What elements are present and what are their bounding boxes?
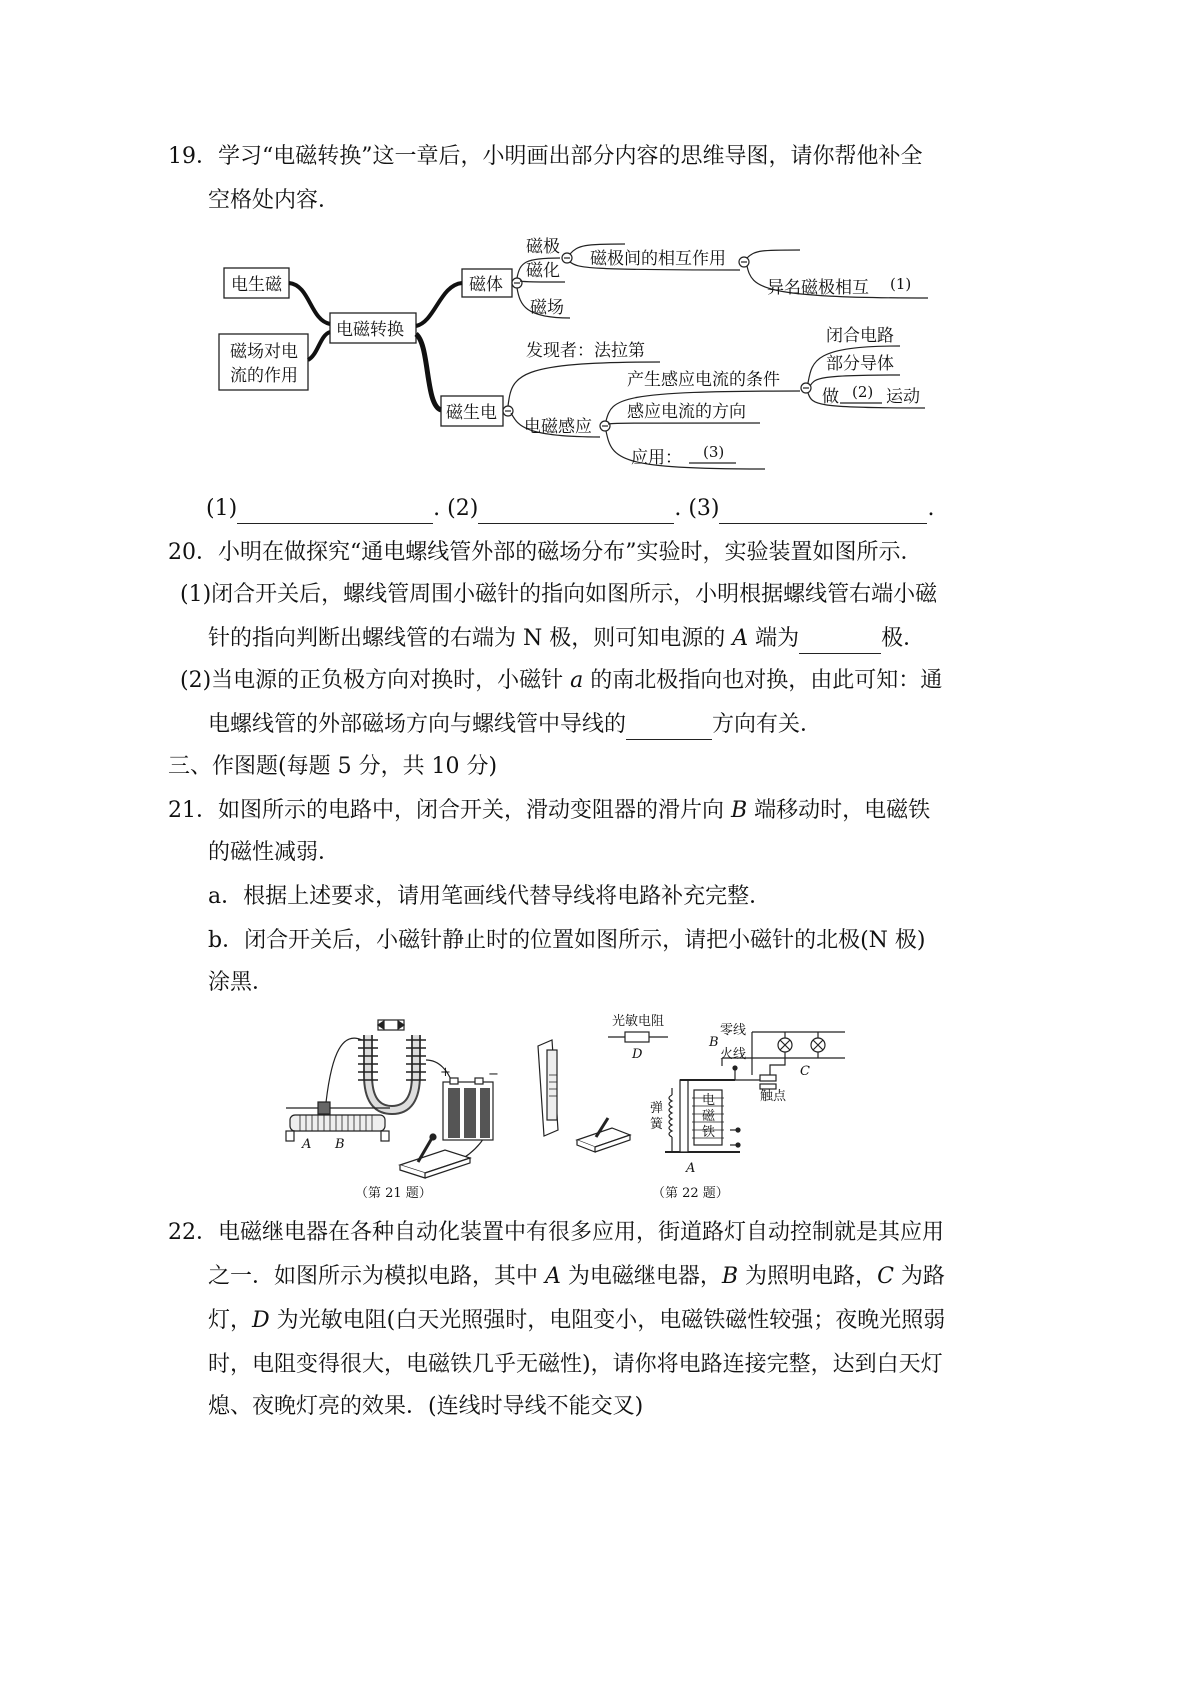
- answer2-label: . (2): [433, 496, 479, 521]
- answer-end: .: [927, 496, 935, 521]
- q21-line1-post: 端移动时，电磁铁: [747, 798, 931, 823]
- lamp-c-label: C: [800, 1064, 810, 1079]
- q22-line2-pre: 之一．如图所示为模拟电路，其中: [208, 1264, 545, 1289]
- mm-center: 电磁转换: [336, 320, 404, 340]
- q21-b2: 涂黑．: [208, 970, 275, 995]
- zero-line-label: 零线: [720, 1023, 747, 1038]
- q21-b1: b．闭合开关后，小磁针静止时的位置如图所示，请把小磁针的北极(N 极): [208, 928, 926, 953]
- q21-line2: 的磁性减弱．: [208, 840, 341, 865]
- fire-line-label: 火线: [720, 1047, 747, 1062]
- battery-minus: −: [488, 1067, 499, 1082]
- q22-line2-post: 为路: [893, 1264, 945, 1289]
- q22-line5: 熄、夜晚灯亮的效果．(连线时导线不能交叉): [208, 1394, 644, 1419]
- mm-do: 做: [822, 387, 839, 407]
- section-title: 三、作图题(每题 5 分，共 10 分): [168, 754, 498, 779]
- mm-field: 磁场: [530, 298, 564, 318]
- q22-line2-mid1: 为电磁继电器，: [560, 1264, 722, 1289]
- q20-line1: 20．小明在做探究“通电螺线管外部的磁场分布”实验时，实验装置如图所示．: [168, 540, 923, 565]
- caption-21: （第 21 题）: [355, 1186, 432, 1201]
- q19-line2: 空格处内容．: [208, 188, 341, 213]
- electromagnet-label-2: 磁: [702, 1109, 716, 1124]
- mm-left2a: 磁场对电: [230, 342, 298, 362]
- mm-magnetize: 磁化: [526, 261, 560, 281]
- q22-line2: [208, 1262, 945, 1292]
- q20-p2a-post: 的南北极指向也对换，由此可知：通: [583, 668, 943, 693]
- q21-line1-pre: 21．如图所示的电路中，闭合开关，滑动变阻器的滑片向: [168, 798, 731, 823]
- q20-p1b-post: 端为: [748, 626, 800, 651]
- q22-line3: [208, 1306, 945, 1336]
- q20-p2b-pre: 电螺线管的外部磁场方向与螺线管中导线的: [208, 712, 627, 737]
- q21-a: a．根据上述要求，请用笔画线代替导线将电路补充完整．: [208, 884, 772, 909]
- answer1-label: (1): [206, 496, 238, 521]
- rheostat-a-label: A: [302, 1137, 312, 1152]
- mm-unlike: 异名磁极相互: [767, 278, 869, 298]
- mm-magnet: 磁体: [469, 275, 503, 295]
- q20-var-needle: a: [570, 668, 584, 693]
- q22-line3-pre: 灯，: [208, 1308, 253, 1333]
- mm-pole: 磁极: [526, 237, 560, 257]
- battery-plus: +: [440, 1065, 451, 1080]
- rheostat-b-label: B: [335, 1137, 345, 1152]
- q22-var-c: C: [877, 1264, 894, 1289]
- answer3-label: . (3): [674, 496, 720, 521]
- caption-22: （第 22 题）: [652, 1186, 729, 1201]
- mm-interaction: 磁极间的相互作用: [590, 249, 726, 269]
- electromagnet-label-3: 铁: [702, 1125, 716, 1140]
- lighting-b-label: B: [709, 1035, 719, 1050]
- q21-var-b: B: [731, 798, 748, 823]
- q20-p2b-post: 方向有关．: [712, 712, 823, 737]
- q22-line2-mid2: 为照明电路，: [738, 1264, 878, 1289]
- mm-motion: 运动: [886, 387, 920, 407]
- mm-left1: 电生磁: [231, 275, 282, 295]
- q22-line4: 时，电阻变得很大，电磁铁几乎无磁性)，请你将电路连接完整，达到白天灯: [208, 1352, 943, 1377]
- relay-a-label: A: [686, 1161, 696, 1176]
- q20-p2a-pre: (2)当电源的正负极方向对换时，小磁针: [180, 668, 571, 693]
- mm-discoverer: 发现者：法拉第: [526, 341, 645, 361]
- contact-label: 触点: [760, 1089, 787, 1104]
- mm-closed: 闭合电路: [826, 326, 894, 346]
- spring-label-1: 弹: [650, 1101, 664, 1116]
- q20-var-a: A: [732, 626, 749, 651]
- q22-var-b: B: [721, 1264, 739, 1289]
- mm-induction: 电磁感应: [524, 417, 592, 437]
- q22-var-a: A: [545, 1264, 561, 1289]
- mm-blank3: (3): [703, 443, 725, 461]
- mm-blank2: (2): [852, 383, 874, 401]
- q20-p1b-pre: 针的指向判断出螺线管的右端为 N 极，则可知电源的: [208, 626, 733, 651]
- spring-label-2: 簧: [650, 1117, 664, 1132]
- q22-line3-post: 为光敏电阻(白天光照强时，电阻变小，电磁铁磁性较强；夜晚光照弱: [269, 1308, 946, 1333]
- mm-direction: 感应电流的方向: [627, 402, 746, 422]
- q19-line1: 19．学习“电磁转换”这一章后，小明画出部分内容的思维导图，请你帮他补全: [168, 144, 923, 169]
- mm-blank1: (1): [890, 275, 912, 293]
- electromagnet-label-1: 电: [702, 1093, 716, 1108]
- mm-application: 应用：: [631, 448, 682, 468]
- q20-p1a: (1)闭合开关后，螺线管周围小磁针的指向如图所示，小明根据螺线管右端小磁: [180, 582, 938, 607]
- mm-generate: 磁生电: [446, 403, 497, 423]
- q20-p1b-end: 极．: [881, 626, 926, 651]
- photoresistor-d: D: [632, 1047, 643, 1062]
- photoresistor-label: 光敏电阻: [612, 1014, 665, 1029]
- q22-var-d: D: [252, 1308, 270, 1333]
- mm-left2b: 流的作用: [230, 366, 298, 386]
- mm-part: 部分导体: [826, 354, 894, 374]
- mm-condition: 产生感应电流的条件: [627, 370, 780, 390]
- q22-line1: 22．电磁继电器在各种自动化装置中有很多应用，街道路灯自动控制就是其应用: [168, 1220, 944, 1245]
